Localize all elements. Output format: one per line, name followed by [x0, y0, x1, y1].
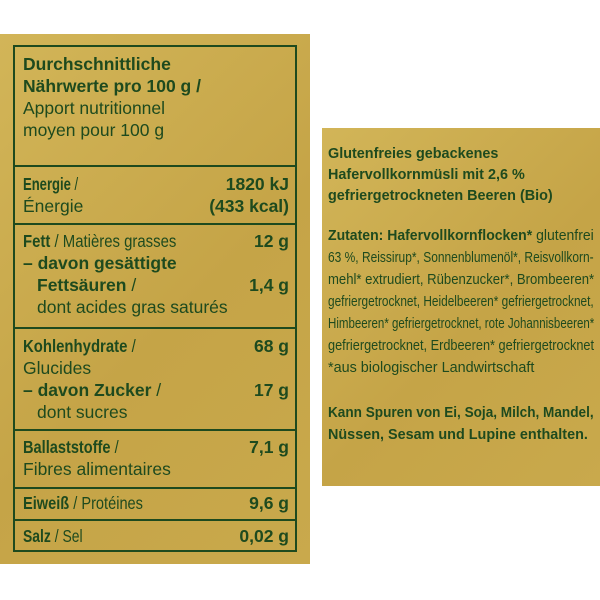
fett-label: Fett / Matières grasses [23, 231, 177, 251]
allergen-line-2: Nüssen, Sesam und Lupine enthalten. [328, 427, 588, 443]
nutrition-panel [0, 34, 310, 564]
energie-kcal-value: (433 kcal) [209, 196, 289, 216]
eiweiss-value: 9,6 g [249, 493, 289, 513]
kohlenhydrate-label-de: Kohlenhydrate / [23, 336, 136, 356]
row-ballaststoffe [15, 429, 295, 487]
ingredients-line-1: Zutaten: Hafervollkornflocken* glutenfrei [328, 228, 594, 244]
kohlenhydrate-value: 68 g [253, 336, 289, 356]
row-fett [15, 223, 295, 327]
zucker-label-de: – davon Zucker / [23, 380, 162, 400]
header-line-2: Nährwerte pro 100 g / [23, 76, 201, 96]
row-kohlenhydrate [15, 327, 295, 429]
kohlenhydrate-label-fr: Glucides [23, 358, 92, 378]
ingredients-line-5: Himbeeren* gefriergetrocknet, rote Johannisbeeren* [328, 316, 595, 332]
nutrition-header [15, 47, 295, 167]
ballaststoffe-label-fr: Fibres alimentaires [23, 459, 171, 479]
fett-sub-label-de-2: Fettsäuren / [37, 275, 137, 295]
fett-sub-label-fr: dont acides gras saturés [37, 297, 228, 317]
organic-footnote: *aus biologischer Landwirtschaft [328, 360, 535, 376]
energie-kj-value: 1820 kJ [225, 174, 289, 194]
ingredients-line-2: 63 %, Reissirup*, Sonnenblumenöl*, Reisvollkorn- [328, 250, 594, 266]
fett-value: 12 g [253, 231, 289, 251]
ingredients-line-6: gefriergetrocknet, Erdbeeren* gefriergetrocknet [328, 338, 595, 354]
fett-sub-label-de-1: – davon gesättigte [23, 253, 177, 273]
ingredients-line-3: mehl* extrudiert, Rübenzucker*, Brombeeren* [328, 272, 595, 288]
ballaststoffe-label-de: Ballaststoffe / [23, 437, 119, 457]
header-line-3: Apport nutritionnel [23, 98, 166, 118]
product-title-line-2: Hafervollkornmüsli mit 2,6 % [328, 167, 525, 183]
row-eiweiss [15, 487, 295, 519]
row-salz [15, 519, 295, 552]
ingredients-label: Zutaten: Hafervollkornflocken* [328, 228, 533, 244]
ballaststoffe-value: 7,1 g [249, 437, 289, 457]
product-title-line-1: Glutenfreies gebackenes [328, 146, 499, 162]
product-title-line-3: gefriergetrockneten Beeren (Bio) [328, 188, 553, 204]
nutrition-table [13, 45, 297, 552]
row-energie [15, 165, 295, 225]
eiweiss-label: Eiweiß / Protéines [23, 493, 143, 513]
zucker-value: 17 g [253, 380, 289, 400]
energie-label-fr: Énergie [23, 196, 84, 216]
energie-label-de: Energie / [23, 174, 79, 194]
salz-label: Salz / Sel [23, 526, 83, 546]
header-line-1: Durchschnittliche [23, 54, 171, 74]
ingredients-panel [322, 128, 600, 486]
zucker-label-fr: dont sucres [37, 402, 128, 422]
header-line-4: moyen pour 100 g [23, 120, 165, 140]
salz-value: 0,02 g [239, 526, 289, 546]
ingredients-line-4: gefriergetrocknet, Heidelbeeren* gefriergetrocknet, [328, 294, 594, 310]
fett-sub-value: 1,4 g [249, 275, 289, 295]
allergen-line-1: Kann Spuren von Ei, Soja, Milch, Mandel, [328, 405, 594, 421]
